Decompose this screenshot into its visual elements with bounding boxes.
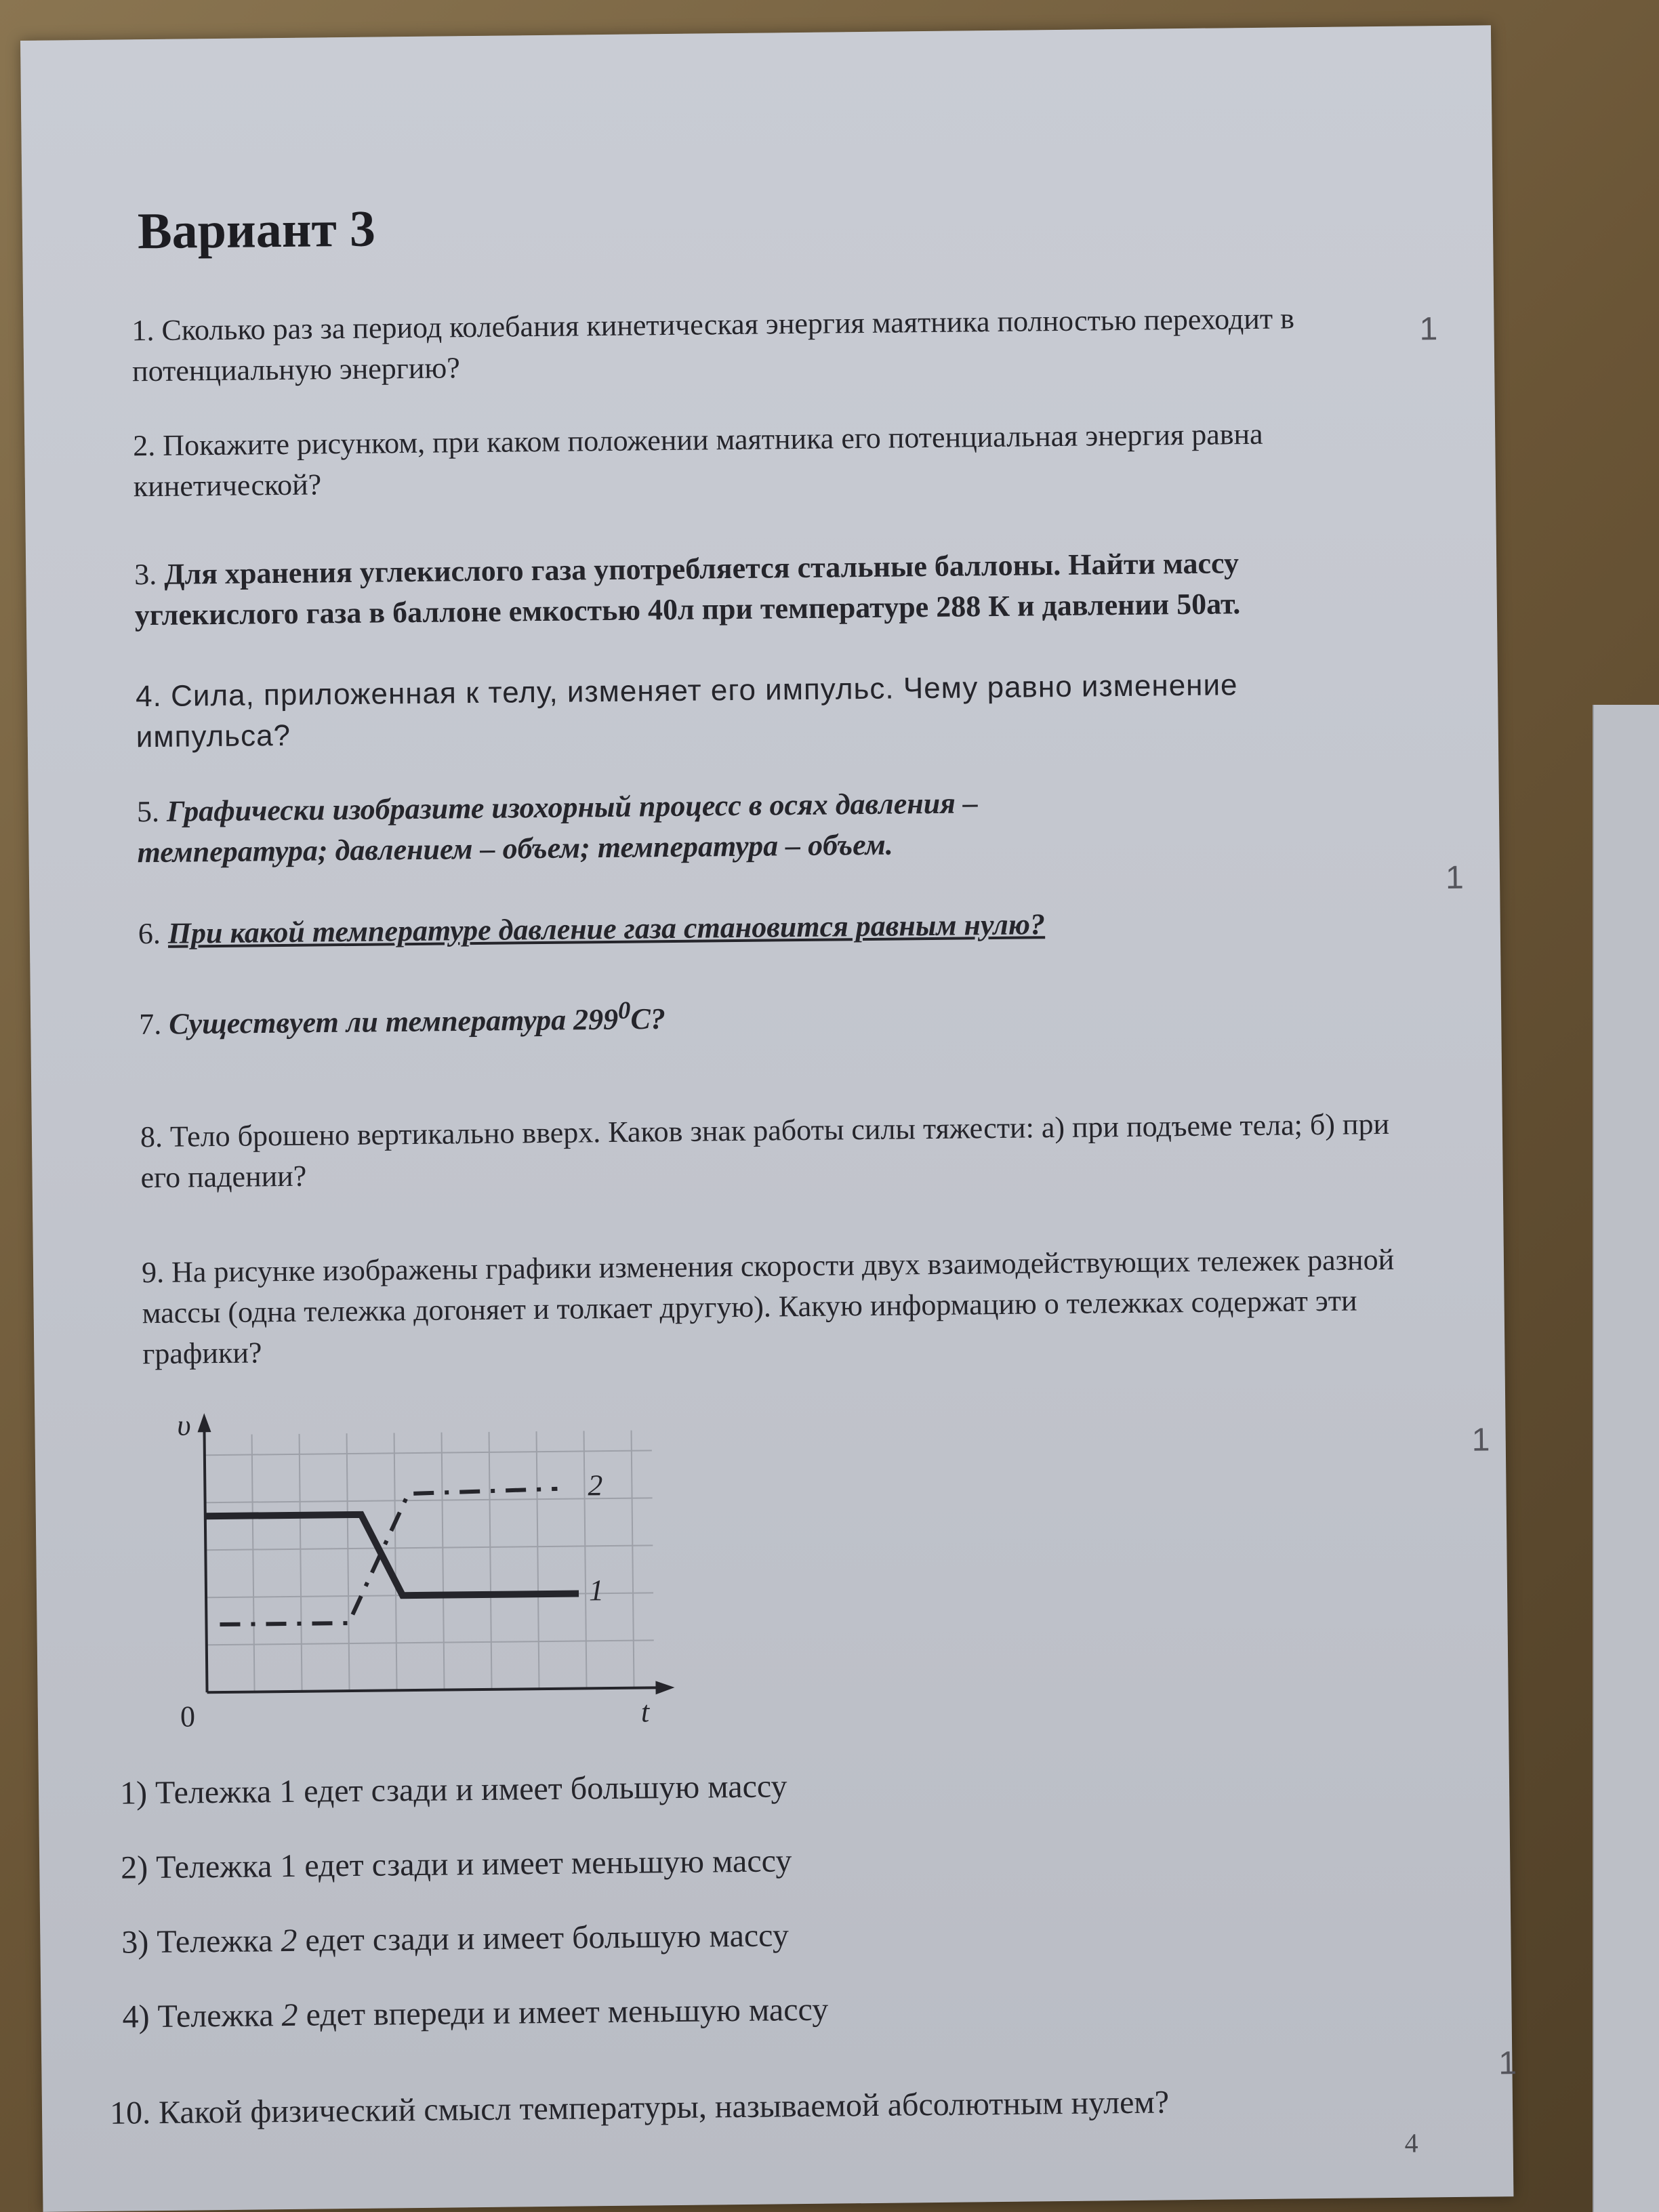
question-text: Покажите рисунком, при каком положении маятника его потенциальная энергия равна кинетической?	[133, 417, 1263, 504]
question-2	[133, 413, 1367, 507]
question-number: 1.	[131, 313, 155, 348]
question-number: 10.	[109, 2095, 151, 2131]
question-number: 8.	[140, 1120, 163, 1154]
answer-option-4	[122, 1991, 828, 2036]
cart-number: 2	[281, 1922, 298, 1959]
question-text: Сила, приложенная к телу, изменяет его импульс. Чему равно изменение импульса?	[136, 668, 1238, 754]
question-3	[134, 542, 1328, 636]
graph-grid	[205, 1430, 655, 1692]
cart-number: 2	[281, 1996, 298, 2034]
x-axis-arrow	[655, 1681, 674, 1694]
question-text: Какой физический смысл температуры, называемой абсолютным нулем?	[158, 2084, 1170, 2131]
question-1	[131, 298, 1366, 392]
question-text: Тело брошено вертикально вверх. Каков знак работы силы тяжести: а) при подъеме тела; б) при его падении?	[140, 1107, 1390, 1195]
question-number: 3.	[134, 557, 157, 592]
question-number: 9.	[141, 1255, 165, 1290]
answer-option-3	[121, 1917, 789, 1961]
margin-score-mark: 1	[1419, 311, 1438, 348]
y-axis-label: υ	[177, 1408, 191, 1442]
question-9	[142, 1240, 1404, 1374]
option-prefix: 2) Тележка	[120, 1848, 281, 1886]
option-text: едет сзади и имеет меньшую массу	[296, 1843, 792, 1884]
question-6	[138, 901, 1372, 954]
question-text: Графически изобразите изохорный процесс в осях давления – температура; давлением – объем; температура – объем.	[137, 786, 979, 869]
velocity-graph	[136, 1403, 682, 1734]
page-number: 4	[1404, 2127, 1418, 2158]
y-axis	[204, 1421, 207, 1692]
option-prefix: 1) Тележка	[119, 1774, 280, 1811]
answer-option-2	[121, 1842, 792, 1886]
cart-number: 1	[280, 1847, 297, 1885]
answer-option-1	[120, 1767, 787, 1811]
question-10	[110, 2081, 1344, 2134]
degree-superscript: 0	[617, 996, 631, 1024]
question-text-tail: С?	[630, 1002, 666, 1036]
line-2-label: 2	[588, 1469, 603, 1502]
option-text: едет впереди и имеет меньшую массу	[298, 1991, 829, 2033]
option-text: едет сзади и имеет большую массу	[297, 1917, 790, 1959]
y-axis-arrow	[197, 1413, 211, 1432]
option-text: едет сзади и имеет большую массу	[295, 1768, 787, 1809]
page-title: Вариант 3	[137, 200, 376, 260]
worksheet	[20, 25, 1517, 2212]
adjacent-sheet	[1593, 705, 1659, 2212]
question-8	[140, 1104, 1401, 1198]
margin-score-mark: 1	[1471, 1422, 1490, 1458]
option-prefix: 3) Тележка	[121, 1923, 281, 1961]
question-text: Сколько раз за период колебания кинетическая энергия маятника полностью переходит в потенциальную энергию?	[131, 302, 1295, 388]
origin-label: 0	[180, 1700, 196, 1734]
line-1-label: 1	[588, 1574, 605, 1607]
cart-number: 1	[279, 1773, 296, 1810]
question-text: Для хранения углекислого газа употребляется стальные баллоны. Найти массу углекислого газа в баллоне емкостью 40л при температуре 288 К и давлении 50ат.	[134, 546, 1241, 632]
question-text: При какой температуре давление газа становится равным нулю?	[167, 907, 1046, 950]
question-number: 4.	[135, 679, 163, 714]
question-4	[136, 664, 1329, 758]
question-text: На рисунке изображены графики изменения скорости двух взаимодействующих тележек разной массы (одна тележка догоняет и толкает другую). Какую информацию о тележках содержат эти графики?	[142, 1242, 1395, 1371]
graph-line-2	[218, 1489, 558, 1624]
x-axis	[207, 1687, 661, 1692]
question-text: Существует ли температура 299	[168, 1002, 619, 1041]
question-number: 5.	[136, 794, 160, 829]
question-5	[137, 781, 1154, 874]
x-axis-label: t	[640, 1695, 650, 1729]
question-7	[139, 982, 1373, 1045]
question-number: 7.	[138, 1007, 162, 1041]
margin-score-mark: 1	[1445, 859, 1465, 897]
question-number: 2.	[133, 428, 156, 463]
velocity-graph-svg	[136, 1403, 682, 1734]
margin-score-mark: 1	[1498, 2045, 1517, 2082]
option-prefix: 4) Тележка	[122, 1997, 282, 2035]
question-number: 6.	[138, 916, 161, 951]
